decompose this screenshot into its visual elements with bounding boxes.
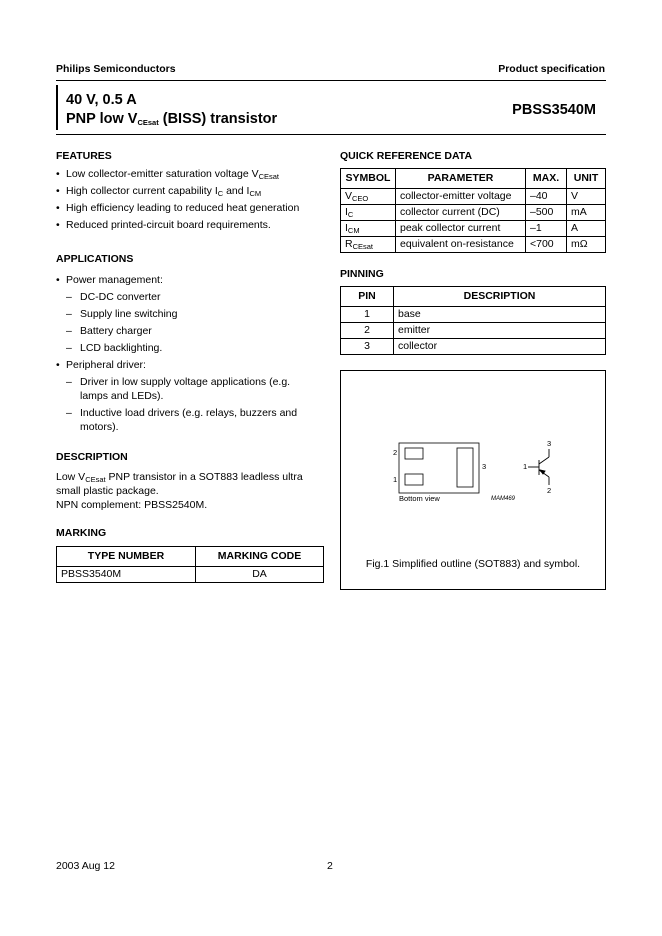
feature-item: • High efficiency leading to reduced heat generation — [56, 200, 324, 217]
symbol-pin-1-label: 1 — [523, 462, 528, 471]
table-row — [57, 567, 324, 583]
title-line-2: PNP low $V_{CEsat}$ (BISS) transistor — [66, 111, 278, 127]
package-pin-3-label: 3 — [482, 462, 487, 471]
table-row — [341, 339, 606, 355]
feature-item: • Reduced printed-circuit board requirements. — [56, 217, 324, 234]
transistor-symbol — [528, 449, 549, 485]
footer-page-number: 2 — [327, 860, 333, 872]
pinning-heading: PINNING — [340, 268, 384, 280]
table-header-cell: DESCRIPTION — [394, 287, 606, 307]
table-cell: mΩ — [567, 237, 606, 253]
feature-item: • High collector current capability $I_C$ and $I_{CM}$ — [56, 183, 324, 200]
table-cell: collector-emitter voltage — [396, 189, 526, 205]
document-type: Product specification — [498, 63, 605, 75]
table-row — [341, 323, 606, 339]
table-cell: $V_{CEO}$ — [341, 189, 396, 205]
table-header-cell: MARKING CODE — [196, 547, 324, 567]
table-header-row — [341, 287, 606, 307]
package-pin-1-label: 1 — [393, 475, 398, 484]
table-cell: –1 — [526, 221, 567, 237]
pad-3 — [457, 448, 473, 487]
table-cell: PBSS3540M — [57, 567, 196, 583]
page-title — [66, 91, 277, 129]
application-subitem: – Driver in low supply voltage applications (e.g. lamps and LEDs). — [66, 376, 291, 402]
table-cell: –500 — [526, 205, 567, 221]
table-row — [341, 221, 606, 237]
table-cell: $I_C$ — [341, 205, 396, 221]
table-row — [341, 205, 606, 221]
pad-1 — [405, 474, 423, 485]
description-text — [56, 470, 318, 512]
footer-date: 2003 Aug 12 — [56, 860, 115, 872]
description-line-2: NPN complement: PBSS2540M. — [56, 499, 208, 511]
table-header-cell: TYPE NUMBER — [57, 547, 196, 567]
figure-caption: Fig.1 Simplified outline (SOT883) and symbol. — [365, 558, 581, 570]
table-cell: peak collector current — [396, 221, 526, 237]
symbol-pin-2-label: 2 — [547, 486, 552, 495]
table-cell: mA — [567, 205, 606, 221]
table-cell: A — [567, 221, 606, 237]
marking-heading: MARKING — [56, 527, 107, 539]
table-cell: collector — [394, 339, 606, 355]
application-peripheral: • Peripheral driver: — [56, 357, 318, 374]
symbol-pin-3-label: 3 — [547, 439, 552, 448]
description-heading: DESCRIPTION — [56, 451, 128, 463]
application-subitem: – Inductive load drivers (e.g. relays, buzzers and motors). — [66, 407, 298, 433]
table-cell: –40 — [526, 189, 567, 205]
table-cell: $I_{CM}$ — [341, 221, 396, 237]
pad-2 — [405, 448, 423, 459]
figure-code: MAM469 — [491, 496, 516, 502]
figure-box — [340, 370, 606, 590]
application-subitem: – Battery charger — [66, 325, 152, 337]
table-header-cell: PARAMETER — [396, 169, 526, 189]
table-cell: base — [394, 307, 606, 323]
applications-list — [56, 272, 318, 434]
table-header-row — [57, 547, 324, 567]
title-left-bar — [56, 85, 58, 130]
table-cell: $R_{CEsat}$ — [341, 237, 396, 253]
company-name: Philips Semiconductors — [56, 63, 176, 75]
table-cell: collector current (DC) — [396, 205, 526, 221]
table-cell: equivalent on-resistance — [396, 237, 526, 253]
bottom-view-label: Bottom view — [399, 494, 440, 503]
marking-table — [56, 546, 324, 583]
table-cell: V — [567, 189, 606, 205]
quick-ref-heading: QUICK REFERENCE DATA — [340, 150, 473, 162]
package-outline — [399, 443, 479, 493]
part-number: PBSS3540M — [512, 102, 596, 118]
table-cell: 2 — [341, 323, 394, 339]
applications-heading: APPLICATIONS — [56, 253, 134, 265]
table-row — [341, 237, 606, 253]
pinning-table — [340, 286, 606, 355]
table-cell: <700 — [526, 237, 567, 253]
application-subitem: – DC-DC converter — [66, 291, 161, 303]
feature-item: • Low collector-emitter saturation voltage $V_{CEsat}$ — [56, 166, 324, 183]
title-line-1: 40 V, 0.5 A — [66, 92, 137, 108]
table-header-row — [341, 169, 606, 189]
table-cell: 1 — [341, 307, 394, 323]
features-heading: FEATURES — [56, 150, 112, 162]
application-power: • Power management: — [56, 272, 318, 289]
features-list — [56, 166, 324, 234]
table-cell: 3 — [341, 339, 394, 355]
table-row — [341, 307, 606, 323]
package-pin-2-label: 2 — [393, 448, 398, 457]
table-header-cell: PIN — [341, 287, 394, 307]
table-header-cell: MAX. — [526, 169, 567, 189]
table-cell: DA — [196, 567, 324, 583]
application-subitem: – LCD backlighting. — [66, 342, 163, 354]
table-cell: emitter — [394, 323, 606, 339]
table-row — [341, 189, 606, 205]
title-rule — [56, 134, 606, 135]
table-header-cell: SYMBOL — [341, 169, 396, 189]
header-rule — [56, 80, 606, 81]
quick-ref-table — [340, 168, 606, 253]
application-subitem: – Supply line switching — [66, 308, 178, 320]
table-header-cell: UNIT — [567, 169, 606, 189]
description-line-1: Low $V_{CEsat}$ PNP transistor in a SOT883 leadless ultra small plastic package. — [56, 471, 303, 497]
